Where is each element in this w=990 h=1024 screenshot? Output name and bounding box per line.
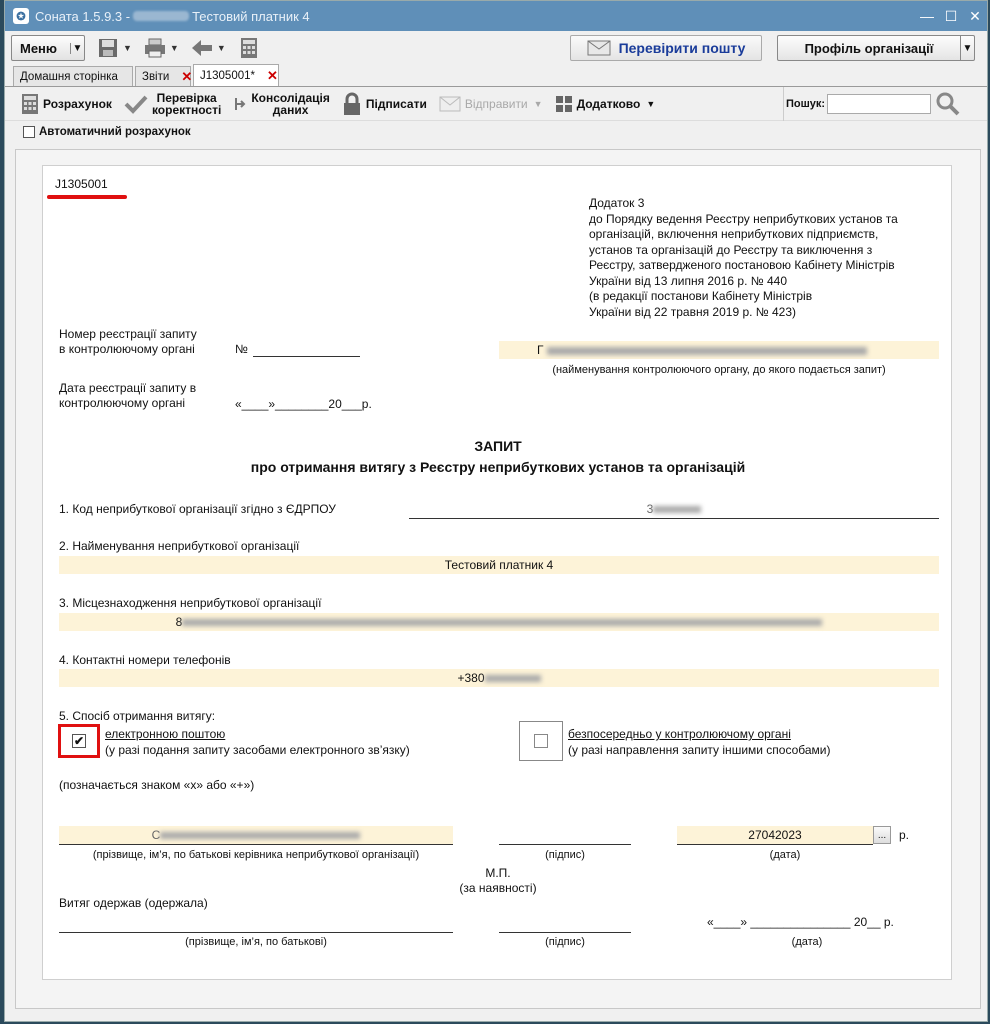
calculate-label: Розрахунок: [43, 96, 112, 111]
edrpou-value: 3: [646, 502, 654, 516]
tab-reports[interactable]: [135, 66, 191, 86]
head-signature-caption: (підпис): [545, 849, 585, 861]
check-mail-button[interactable]: [570, 35, 762, 61]
stamp-label: М.П.: [485, 866, 511, 880]
location-value: 8: [175, 615, 183, 629]
consolidate-icon: [233, 94, 247, 114]
consolidate-label-2: даних: [272, 102, 309, 117]
tab-home[interactable]: [13, 66, 133, 86]
grid-icon: [555, 95, 573, 113]
app-window: [4, 0, 988, 1022]
auto-calc-checkbox[interactable]: [23, 126, 35, 138]
reg-date-field[interactable]: «____»________20___р.: [235, 397, 372, 411]
org-name-field[interactable]: Тестовий платник 4: [59, 556, 939, 574]
head-name-redacted: [160, 832, 360, 839]
additional-dropdown-icon[interactable]: ▼: [646, 98, 656, 109]
reg-number-field[interactable]: [253, 356, 360, 357]
head-signature-field[interactable]: [499, 844, 631, 845]
additional-menu-button[interactable]: [555, 95, 656, 113]
mark-note: (позначається знаком «х» або «+»): [59, 778, 255, 792]
received-date-caption: (дата): [791, 936, 823, 948]
appendix-note: Додаток 3 до Порядку ведення Реєстру неприбуткових установ та організацій, включення неприбуткових підприємств, установ та організацій до Реєстру та виключення з Реєстру, затвердженого постановою Кабінету Міністрів України від 13 липня 2016 р. № 440 (в редакції постанови Кабінету Міністрів України від 22 травня 2019 р. № 423): [589, 196, 898, 319]
tab-j1305001[interactable]: [193, 64, 279, 86]
form-page: [42, 165, 952, 980]
minimize-icon[interactable]: —: [920, 7, 934, 24]
calculator-icon: [21, 93, 39, 115]
save-dropdown-icon[interactable]: ▼: [123, 43, 132, 53]
calculate-button[interactable]: [21, 93, 112, 115]
in-person-option-note: (у разі направлення запиту іншими способами): [568, 743, 831, 757]
mail-icon: [587, 40, 611, 56]
location-field[interactable]: [59, 613, 939, 631]
document-tabs: [5, 65, 987, 87]
location-redacted: [182, 619, 822, 626]
received-name-caption: (прізвище, ім’я, по батькові): [185, 936, 327, 948]
org-profile-label: Профіль організації: [804, 40, 934, 56]
send-button[interactable]: [439, 96, 543, 112]
date-field[interactable]: 27042023: [677, 826, 873, 845]
receive-method-label: 5. Спосіб отримання витягу:: [59, 709, 216, 723]
menu-dropdown-icon[interactable]: ▼: [70, 43, 84, 54]
received-signature-field[interactable]: [499, 932, 631, 933]
menu-button-label: Меню: [20, 40, 58, 56]
form-title: ЗАПИТ: [474, 438, 522, 454]
authority-value: Г: [537, 343, 544, 357]
in-person-option-checkbox[interactable]: [519, 721, 563, 761]
sign-label: Підписати: [365, 96, 427, 111]
close-tab-icon[interactable]: ✕: [267, 67, 278, 83]
checkmark-icon: ✔: [73, 734, 85, 748]
calculator-icon[interactable]: [236, 35, 262, 61]
tab-label: Звіти: [142, 70, 170, 83]
app-logo-icon: ✪: [13, 8, 29, 24]
stamp-note: (за наявності): [459, 881, 537, 895]
tab-label: Домашня сторінка: [20, 70, 118, 83]
form-code: J1305001: [55, 177, 108, 191]
check-correctness-button[interactable]: [124, 92, 221, 116]
form-subtitle: про отримання витягу з Реєстру неприбуткових установ та організацій: [250, 459, 746, 475]
auto-calc-label: Автоматичний розрахунок: [39, 126, 191, 138]
back-arrow-icon[interactable]: [189, 35, 215, 61]
search-icon[interactable]: [935, 91, 961, 117]
in-person-option-title: безпосередньо у контролюючому органі: [568, 727, 791, 741]
edrpou-redacted: [653, 506, 701, 513]
date-suffix: р.: [899, 828, 910, 842]
phones-label: 4. Контактні номери телефонів: [59, 653, 231, 667]
date-caption: (дата): [769, 849, 801, 861]
reg-number-label: Номер реєстрації запиту в контролюючому органі: [59, 327, 197, 356]
send-dropdown-icon[interactable]: ▼: [533, 98, 543, 109]
app-name: Соната 1.5.9.3 -: [35, 8, 131, 24]
consolidate-label-1: Консолідація: [251, 90, 330, 105]
menu-button[interactable]: [11, 35, 85, 61]
check-label-2: коректності: [151, 102, 222, 117]
phones-redacted: [485, 675, 541, 682]
document-area: [15, 149, 981, 1009]
authority-caption: (найменування контролюючого органу, до якого подається запит): [552, 364, 886, 376]
sign-button[interactable]: [342, 92, 427, 116]
search-box: [783, 87, 961, 121]
save-icon[interactable]: [95, 35, 121, 61]
head-name-caption: (прізвище, ім’я, по батькові керівника неприбуткової організації): [92, 849, 420, 861]
email-option-title: електронною поштою: [105, 727, 226, 741]
email-option-checkbox[interactable]: [58, 724, 100, 758]
profile-dropdown-icon[interactable]: ▼: [960, 36, 974, 60]
reg-number-prefix: №: [235, 342, 248, 356]
print-icon[interactable]: [142, 35, 168, 61]
window-title: Тестовий платник 4: [192, 8, 310, 24]
title-bar: [5, 1, 987, 31]
search-input[interactable]: [827, 94, 931, 114]
authority-field[interactable]: [499, 341, 939, 359]
check-label-1: Перевірка: [156, 90, 217, 105]
tab-label: J1305001*: [200, 69, 255, 82]
close-tab-icon[interactable]: ✕: [181, 68, 193, 84]
red-underline-annotation: [47, 195, 127, 199]
email-option-note: (у разі подання запиту засобами електронного зв’язку): [105, 743, 410, 757]
date-picker-button[interactable]: ...: [873, 826, 891, 844]
head-name-value: С: [151, 828, 161, 842]
received-signature-caption: (підпис): [545, 936, 585, 948]
document-toolbar: [5, 87, 987, 121]
additional-label: Додатково: [576, 96, 641, 111]
authority-redacted: [547, 347, 867, 355]
location-label: 3. Місцезнаходження неприбуткової організації: [59, 596, 322, 610]
send-label: Відправити: [464, 96, 528, 111]
edrpou-label: 1. Код неприбуткової організації згідно з ЄДРПОУ: [59, 502, 336, 516]
empty-checkbox-icon: [534, 734, 548, 748]
redacted-code: [133, 11, 189, 21]
check-mail-label: Перевірити пошту: [618, 40, 746, 56]
edrpou-field[interactable]: [409, 500, 939, 519]
auto-calc-toggle[interactable]: [5, 121, 987, 143]
print-dropdown-icon[interactable]: ▼: [169, 43, 179, 53]
back-dropdown-icon[interactable]: ▼: [216, 43, 226, 53]
envelope-icon: [439, 96, 461, 112]
phones-field[interactable]: [59, 669, 939, 687]
main-toolbar: [5, 31, 987, 65]
head-name-field[interactable]: [59, 826, 453, 845]
received-name-field[interactable]: [59, 932, 453, 933]
received-date-field[interactable]: «____» _______________ 20__ р.: [707, 915, 894, 929]
reg-date-label: Дата реєстрації запиту в контролюючому органі: [59, 381, 197, 410]
consolidate-button[interactable]: [233, 92, 330, 116]
lock-icon: [342, 92, 362, 116]
received-label: Витяг одержав (одержала): [59, 896, 208, 910]
search-label: Пошук:: [786, 98, 826, 110]
org-profile-button[interactable]: [777, 35, 975, 61]
close-icon[interactable]: ✕: [969, 7, 981, 24]
checkmark-icon: [124, 94, 148, 114]
maximize-icon[interactable]: ☐: [944, 7, 958, 24]
org-name-label: 2. Найменування неприбуткової організації: [59, 539, 300, 553]
phones-value: +380: [457, 671, 485, 685]
